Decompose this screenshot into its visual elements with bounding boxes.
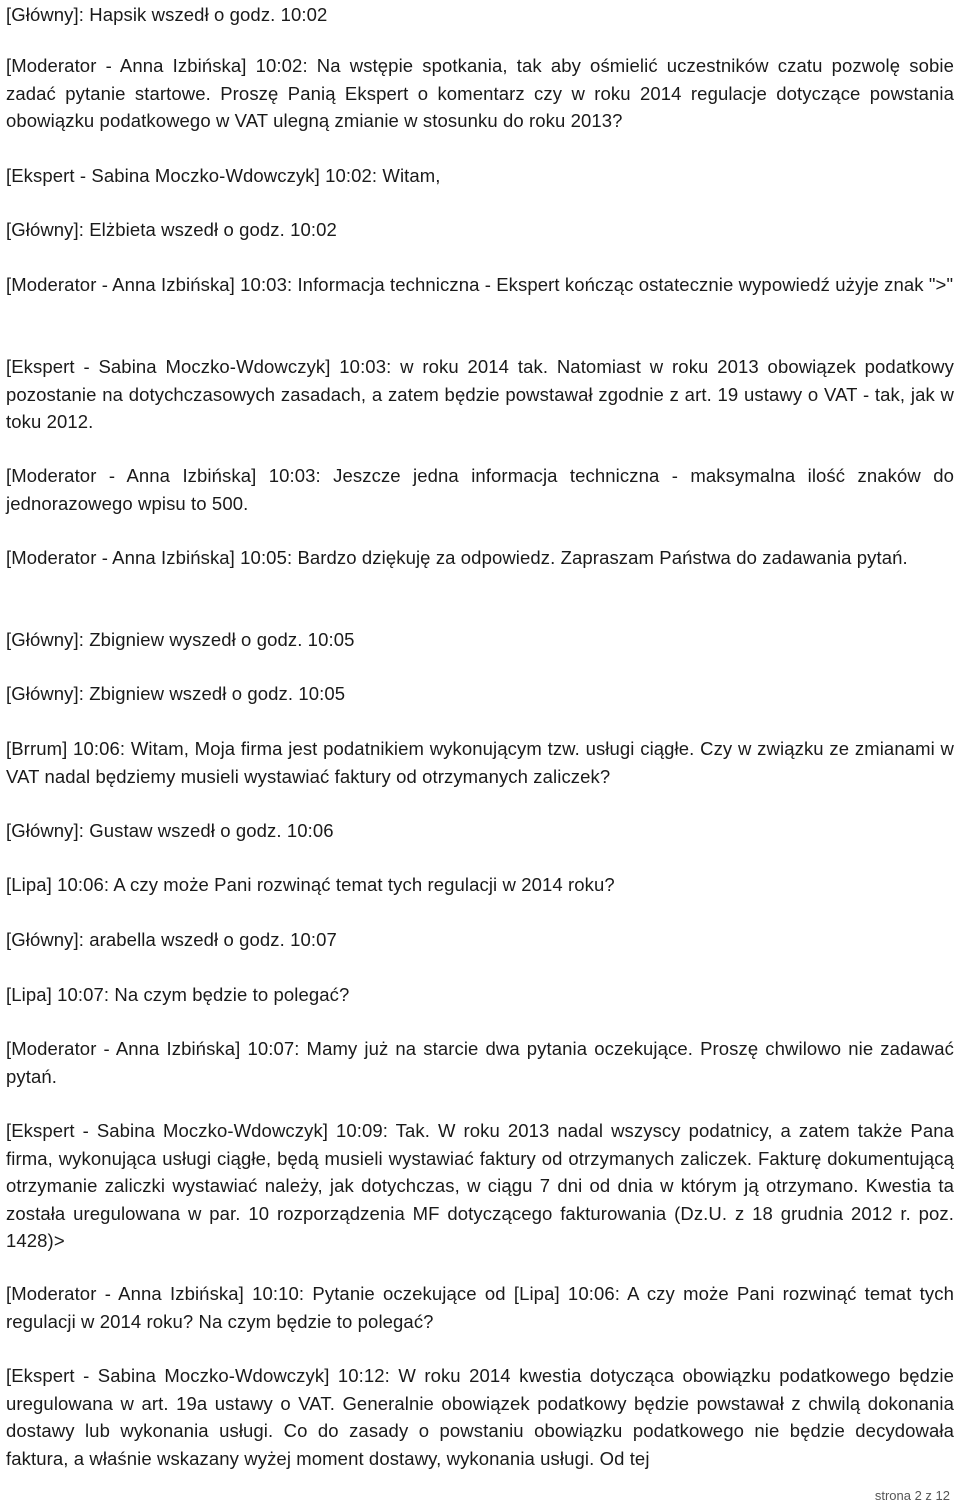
page-number: strona 2 z 12 bbox=[874, 1488, 950, 1503]
chat-message: [Ekspert - Sabina Moczko-Wdowczyk] 10:03: w roku 2014 tak. Natomiast w roku 2013 obowiązek podatkowy pozostanie na dotychczasowych zasadach, a zatem będzie powstawał zgodnie z art. 19 ustawy o VAT - tak, jak w toku 2012. bbox=[6, 356, 954, 432]
chat-message: [Główny]: Zbigniew wyszedł o godz. 10:05 bbox=[6, 629, 355, 650]
chat-message: [Ekspert - Sabina Moczko-Wdowczyk] 10:12: W roku 2014 kwestia dotycząca obowiązku podatkowego będzie uregulowana w art. 19a ustawy o VAT. Generalnie obowiązek podatkowy będzie powstawał z chwilą dokonania dostawy lub wykonania usługi. Co do zasady o powstaniu obowiązku podatkowego nie będzie decydowała faktura, a właśnie wskazany wyżej moment dostawy, wykonania usługi. Od tej bbox=[6, 1365, 954, 1469]
chat-message: [Moderator - Anna Izbińska] 10:10: Pytanie oczekujące od [Lipa] 10:06: A czy może Pani rozwinąć temat tych regulacji w 2014 roku? Na czym będzie to polegać? bbox=[6, 1283, 954, 1332]
chat-message: [Główny]: arabella wszedł o godz. 10:07 bbox=[6, 929, 337, 950]
chat-message: [Ekspert - Sabina Moczko-Wdowczyk] 10:09: Tak. W roku 2013 nadal wszyscy podatnicy, a zatem także Pana firma, wykonująca usługi ciągłe, będą musieli wystawiać faktury od otrzymanych zaliczek. Fakturę dokumentującą otrzymanie zaliczki wystawiać należy, jak dotychczas, w ciągu 7 dni od dnia w którym ją otrzymano. Kwestia ta została uregulowana w par. 10 rozporządzenia MF dotyczącego fakturowania (Dz.U. z 18 grudnia 2012 r. poz. 1428)> bbox=[6, 1120, 954, 1251]
chat-message: [Moderator - Anna Izbińska] 10:05: Bardzo dziękuję za odpowiedz. Zapraszam Państwa do zadawania pytań. bbox=[6, 547, 908, 568]
chat-message: [Ekspert - Sabina Moczko-Wdowczyk] 10:02: Witam, bbox=[6, 165, 441, 186]
chat-message: [Moderator - Anna Izbińska] 10:03: Informacja techniczna - Ekspert kończąc ostatecznie wypowiedź użyje znak ">" bbox=[6, 274, 954, 295]
chat-message: [Moderator - Anna Izbińska] 10:02: Na wstępie spotkania, tak aby ośmielić uczestników czatu pozwolę sobie zadać pytanie startowe. Proszę Panią Ekspert o komentarz czy w roku 2014 regulacje dotyczące powstania obowiązku podatkowego w VAT ulegną zmianie w stosunku do roku 2013? bbox=[6, 55, 954, 131]
chat-message: [Główny]: Zbigniew wszedł o godz. 10:05 bbox=[6, 683, 346, 704]
chat-message: [Główny]: Gustaw wszedł o godz. 10:06 bbox=[6, 820, 334, 841]
chat-message: [Moderator - Anna Izbińska] 10:03: Jeszcze jedna informacja techniczna - maksymalna ilość znaków do jednorazowego wpisu to 500. bbox=[6, 465, 954, 514]
chat-message: [Brrum] 10:06: Witam, Moja firma jest podatnikiem wykonującym tzw. usługi ciągłe. Czy w związku ze zmianami w VAT nadal będziemy musieli wystawiać faktury od otrzymanych zaliczek? bbox=[6, 738, 954, 787]
chat-message: [Lipa] 10:06: A czy może Pani rozwinąć temat tych regulacji w 2014 roku? bbox=[6, 874, 615, 895]
chat-message: [Lipa] 10:07: Na czym będzie to polegać? bbox=[6, 984, 350, 1005]
chat-message: [Główny]: Elżbieta wszedł o godz. 10:02 bbox=[6, 219, 337, 240]
chat-message: [Główny]: Hapsik wszedł o godz. 10:02 bbox=[6, 4, 328, 25]
chat-message: [Moderator - Anna Izbińska] 10:07: Mamy już na starcie dwa pytania oczekujące. Proszę chwilowo nie zadawać pytań. bbox=[6, 1038, 954, 1087]
